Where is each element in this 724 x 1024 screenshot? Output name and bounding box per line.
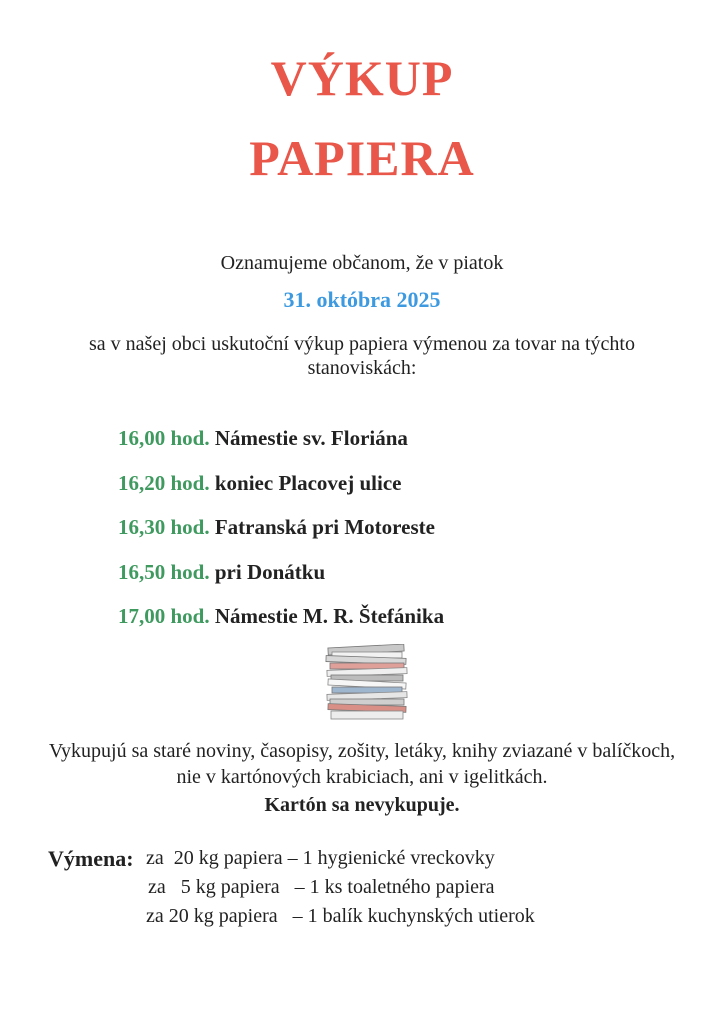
stop-item	[118, 513, 678, 558]
stop-time: 16,00 hod.	[118, 426, 210, 450]
stop-place: Námestie sv. Floriána	[214, 426, 408, 450]
stop-place: Námestie M. R. Štefánika	[214, 604, 445, 628]
intro-text: Oznamujeme občanom, že v piatok	[220, 252, 504, 274]
stop-item	[118, 602, 678, 647]
stop-time: 17,00 hod.	[118, 604, 210, 628]
exchange-row	[48, 873, 688, 902]
stop-item	[118, 424, 678, 469]
exchange-row	[48, 902, 688, 931]
exchange-row-text: za 5 kg papiera – 1 ks toaletného papiera	[148, 876, 495, 898]
exchange-row	[48, 844, 688, 873]
exchange-section	[48, 844, 688, 931]
stop-time: 16,20 hod.	[118, 470, 210, 495]
exchange-row-text: za 20 kg papiera – 1 balík kuchynských utierok	[146, 905, 535, 927]
title-line-1: VÝKUP	[270, 50, 454, 106]
exchange-label: Výmena:	[48, 846, 134, 871]
stop-item	[118, 558, 678, 603]
stop-place: Fatranská pri Motoreste	[214, 515, 435, 539]
accepted-materials-note: Vykupujú sa staré noviny, časopisy, zošity, letáky, knihy zviazané v balíčkoch, nie v kartónových krabiciach, ani v igelitkách.	[48, 740, 676, 788]
stop-place: pri Donátku	[214, 559, 326, 584]
stop-time: 16,30 hod.	[118, 515, 210, 539]
stop-item	[118, 469, 678, 514]
exchange-row-text: za 20 kg papiera – 1 hygienické vreckovky	[146, 847, 495, 869]
cardboard-note: Kartón sa nevykupuje.	[264, 794, 460, 816]
stop-time: 16,50 hod.	[118, 559, 210, 584]
newspaper-stack-icon	[322, 644, 412, 722]
event-date: 31. októbra 2025	[283, 287, 441, 312]
stop-place: koniec Placovej ulice	[214, 470, 402, 495]
title-line-2: PAPIERA	[249, 130, 475, 186]
stops-list	[118, 424, 678, 647]
description-text: sa v našej obci uskutoční výkup papiera výmenou za tovar na týchto stanoviskách:	[89, 333, 635, 379]
